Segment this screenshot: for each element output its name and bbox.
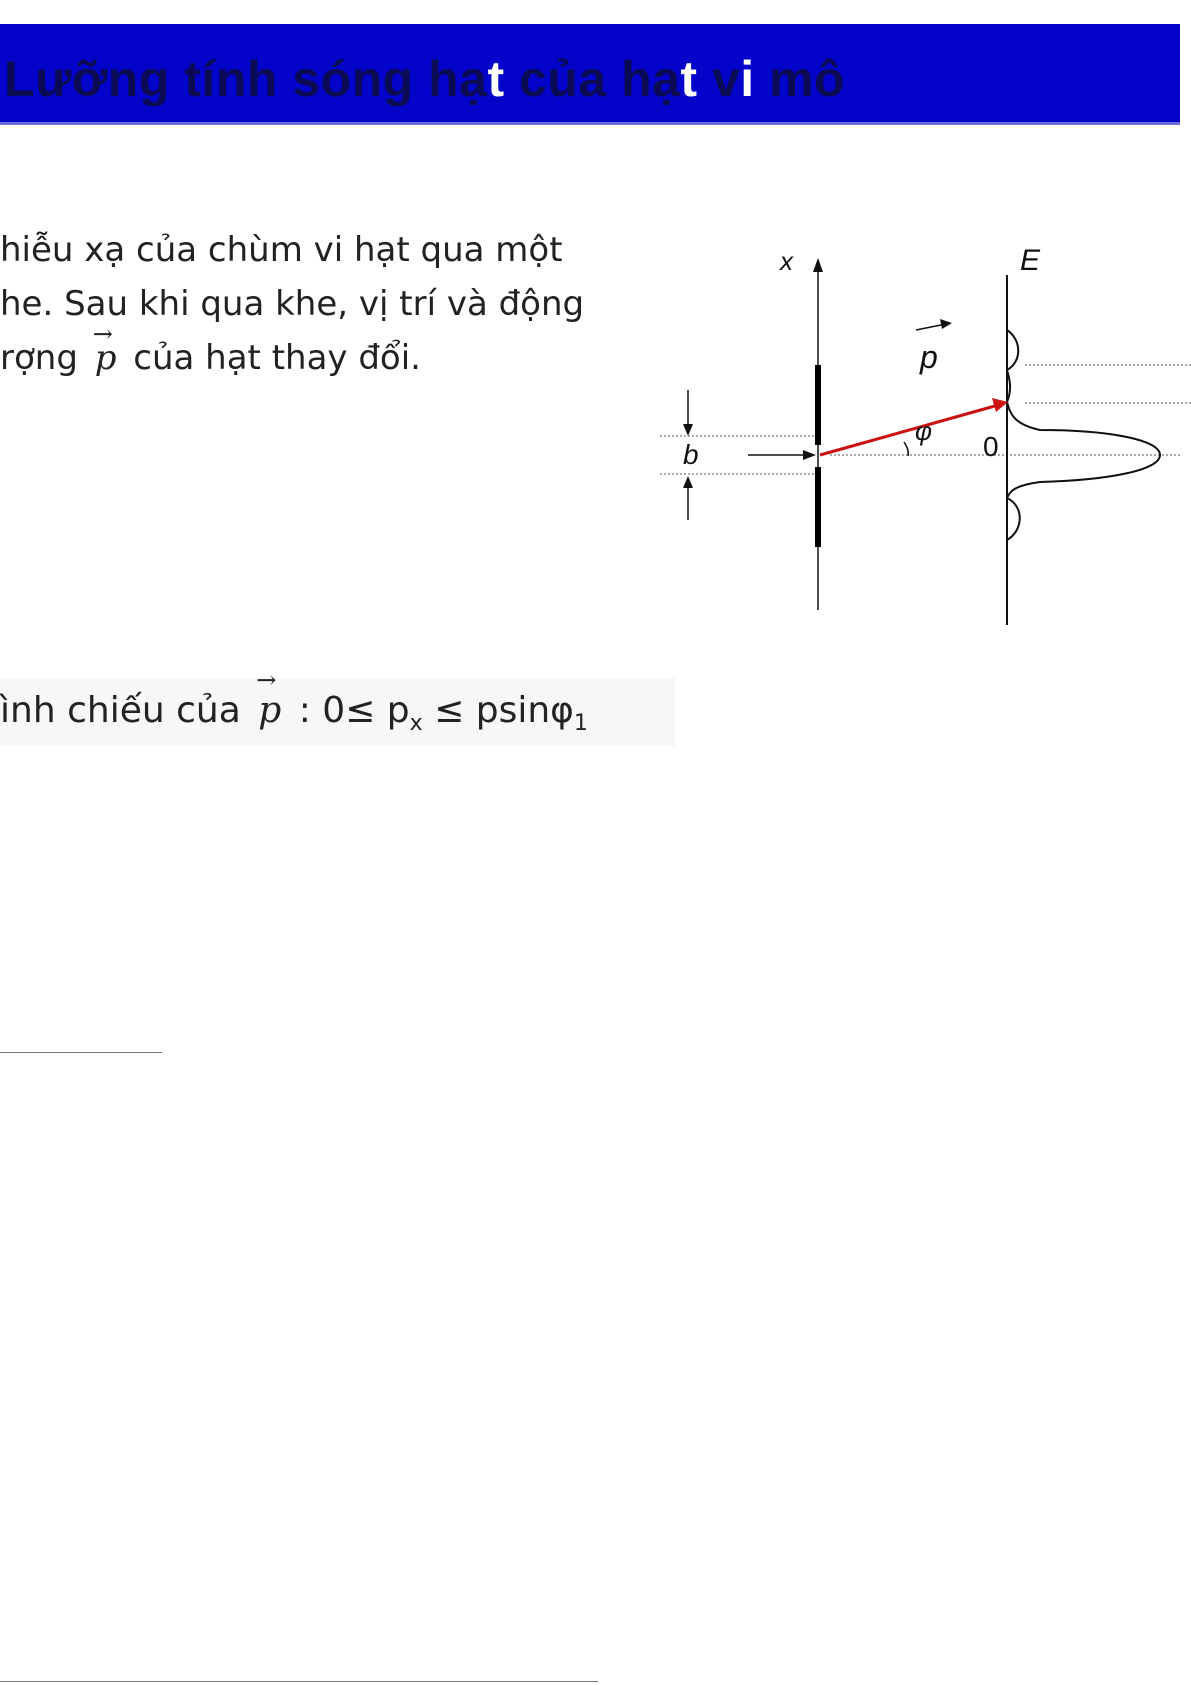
formula-subscript-1: 1 [573, 711, 588, 737]
p-vector-bar-head [940, 319, 952, 329]
title-part-highlight: t [487, 51, 505, 107]
angle-arc [904, 442, 908, 456]
b-arrow-top-head [683, 424, 693, 436]
b-arrow-bottom-head [683, 476, 693, 488]
single-slit-diffraction-diagram [640, 230, 1191, 630]
intensity-curve [1007, 330, 1160, 540]
formula-text: ≤ psinφ [422, 690, 574, 731]
body-line: he. Sau khi qua khe, vị trí và động [0, 284, 585, 324]
footer-divider [0, 1681, 598, 1682]
x-axis-label: x [780, 246, 793, 276]
body-line [0, 331, 620, 385]
momentum-vector-symbol: → p [89, 331, 123, 385]
title-part: của hạ [504, 51, 681, 107]
incident-beam-head [803, 450, 816, 460]
screen-label: E [1020, 244, 1041, 277]
angle-phi-label: φ [915, 416, 932, 446]
slide-title [4, 50, 845, 108]
formula-text: ình chiếu của [0, 690, 253, 731]
slit-upper-barrier [815, 365, 821, 445]
x-axis-arrowhead [813, 258, 823, 272]
divider-line [0, 1052, 162, 1053]
origin-label: 0 [983, 431, 999, 462]
body-line: hiễu xạ của chùm vi hạt qua một [0, 230, 563, 270]
body-line-text: rợng [0, 338, 89, 378]
body-paragraph [0, 223, 620, 385]
title-part: Lưỡng tính sóng hạ [4, 51, 488, 107]
title-part: v [697, 51, 741, 107]
slit-lower-barrier [815, 467, 821, 547]
title-part-highlight: t [680, 51, 698, 107]
momentum-arrow-head [992, 398, 1008, 412]
momentum-arrow [820, 404, 1002, 455]
formula-text: : 0≤ p [287, 690, 410, 731]
momentum-label: p [920, 339, 938, 375]
formula-subscript-x: x [409, 711, 423, 737]
momentum-projection-formula [0, 690, 588, 736]
title-part-highlight: i [740, 51, 755, 107]
formula-vector-symbol: → p [252, 690, 287, 731]
title-part: mô [754, 51, 846, 107]
body-line-text: của hạt thay đổi. [122, 338, 421, 378]
slit-width-label: b [683, 439, 699, 470]
